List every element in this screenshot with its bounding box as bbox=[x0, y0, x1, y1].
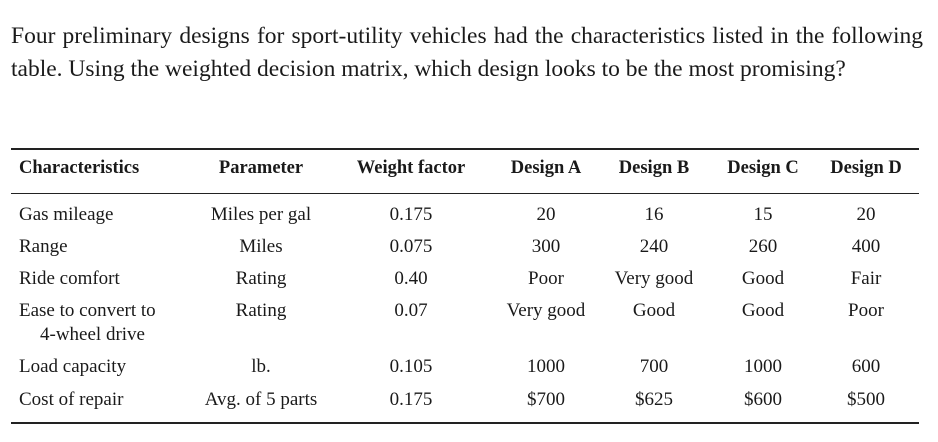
table-cell-characteristic: Ride comfort bbox=[19, 268, 120, 289]
table-cell-design-d: $500 bbox=[847, 389, 885, 410]
table-cell-design-b: 16 bbox=[644, 204, 664, 225]
table-cell-design-c: 15 bbox=[753, 204, 773, 225]
table-cell-parameter: Miles per gal bbox=[210, 204, 312, 225]
table-cell-characteristic: Load capacity bbox=[19, 356, 127, 377]
table-cell-characteristic: Gas mileage bbox=[19, 204, 114, 225]
table-cell-design-b: $625 bbox=[635, 389, 673, 410]
table-cell-design-c: 260 bbox=[748, 236, 778, 257]
table-cell-design-a: 300 bbox=[531, 236, 561, 257]
header-characteristics: Characteristics bbox=[19, 158, 140, 178]
table-cell-design-d: 20 bbox=[856, 204, 876, 225]
table-cell-design-b: 700 bbox=[639, 356, 669, 377]
table-cell-weight: 0.40 bbox=[394, 268, 428, 289]
table-cell-design-d: 400 bbox=[851, 236, 881, 257]
table-bottom-rule bbox=[11, 422, 919, 424]
table-cell-characteristic-continued: 4-wheel drive bbox=[40, 324, 145, 345]
table-cell-design-a: 1000 bbox=[527, 356, 565, 377]
table-cell-weight: 0.105 bbox=[389, 356, 433, 377]
table-cell-design-d: 600 bbox=[851, 356, 881, 377]
table-cell-characteristic: Cost of repair bbox=[19, 389, 124, 410]
header-design-c: Design C bbox=[727, 158, 799, 178]
table-header-rule bbox=[11, 193, 919, 194]
table-cell-parameter: Miles bbox=[239, 236, 283, 257]
table-cell-design-b: Good bbox=[632, 300, 676, 321]
table-cell-weight: 0.175 bbox=[389, 389, 433, 410]
table-cell-design-a: $700 bbox=[527, 389, 565, 410]
table-cell-characteristic: Range bbox=[19, 236, 68, 257]
table-cell-design-b: 240 bbox=[639, 236, 669, 257]
table-cell-design-c: Good bbox=[741, 300, 785, 321]
table-cell-design-c: Good bbox=[741, 268, 785, 289]
header-design-d: Design D bbox=[830, 158, 902, 178]
table-cell-parameter: Rating bbox=[235, 300, 287, 321]
table-cell-weight: 0.07 bbox=[394, 300, 428, 321]
table-cell-parameter: Avg. of 5 parts bbox=[204, 389, 318, 410]
table-cell-design-d: Fair bbox=[850, 268, 882, 289]
table-cell-parameter: Rating bbox=[235, 268, 287, 289]
header-design-a: Design A bbox=[510, 158, 582, 178]
table-cell-design-c: $600 bbox=[744, 389, 782, 410]
header-design-b: Design B bbox=[618, 158, 690, 178]
table-cell-design-a: Poor bbox=[528, 268, 564, 289]
table-cell-design-a: Very good bbox=[506, 300, 586, 321]
table-cell-weight: 0.175 bbox=[389, 204, 433, 225]
question-text: Four preliminary designs for sport-utility vehicles had the characteristics listed in the following table. Using the weighted decision matrix, which design looks to be the most promising? bbox=[11, 23, 923, 82]
table-cell-design-d: Poor bbox=[848, 300, 884, 321]
header-weight-factor: Weight factor bbox=[356, 158, 466, 178]
table-cell-design-b: Very good bbox=[614, 268, 694, 289]
table-cell-weight: 0.075 bbox=[389, 236, 433, 257]
table-cell-parameter: lb. bbox=[251, 356, 271, 377]
table-top-rule bbox=[11, 148, 919, 150]
table-cell-characteristic: Ease to convert to bbox=[19, 300, 156, 321]
table-cell-design-a: 20 bbox=[536, 204, 556, 225]
header-parameter: Parameter bbox=[218, 158, 304, 178]
table-cell-design-c: 1000 bbox=[744, 356, 782, 377]
